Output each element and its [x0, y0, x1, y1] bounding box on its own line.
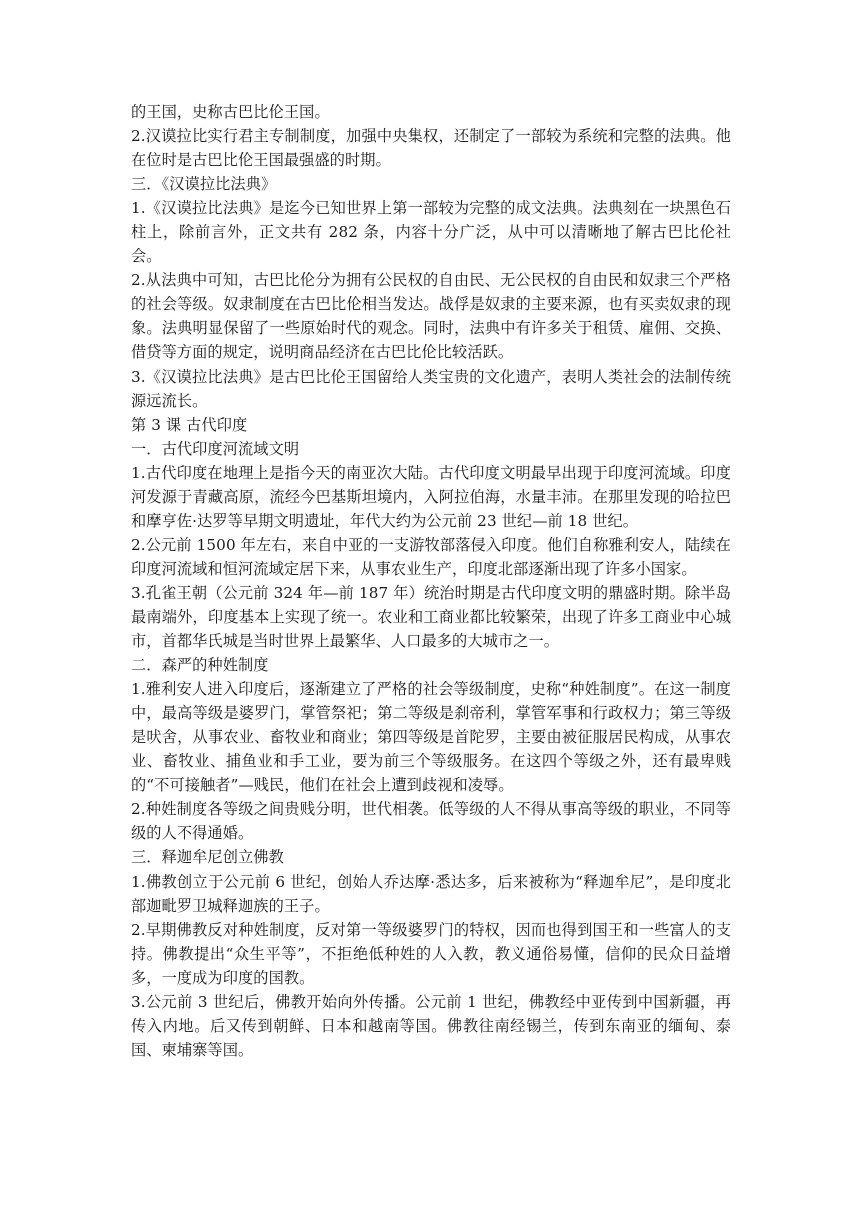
paragraph-caste-2: 2.种姓制度各等级之间贵贱分明，世代相袭。低等级的人不得从事高等级的职业，不同等级的人不得通婚。	[131, 800, 731, 843]
paragraph-intro-continuation: 的王国，史称古巴比伦王国。	[131, 103, 330, 121]
paragraph-indus-2: 2.公元前 1500 年左右，来自中亚的一支游牧部落侵入印度。他们自称雅利安人，陆续在印度河流域和恒河流域定居下来，从事农业生产，印度北部逐渐出现了许多小国家。	[131, 535, 731, 578]
paragraph-buddhism-3: 3.公元前 3 世纪后，佛教开始向外传播。公元前 1 世纪，佛教经中亚传到中国新疆，再传入内地。后又传到朝鲜、日本和越南等国。佛教往南经锡兰，传到东南亚的缅甸、泰国、柬埔寨等国。	[131, 992, 731, 1059]
paragraph-code-2: 2.从法典中可知，古巴比伦分为拥有公民权的自由民、无公民权的自由民和奴隶三个严格的社会等级。奴隶制度在古巴比伦相当发达。战俘是奴隶的主要来源，也有买卖奴隶的现象。法典明显保留了一些原始时代的观念。同时，法典中有许多关于租赁、雇佣、交换、借贷等方面的规定，说明商品经济在古巴比伦比较活跃。	[131, 271, 731, 362]
paragraph-buddhism-2: 2.早期佛教反对种姓制度，反对第一等级婆罗门的特权，因而也得到国王和一些富人的支持。佛教提出“众生平等”，不拒绝低种姓的人入教，教义通俗易懂，信仰的民众日益增多，一度成为印度的国教。	[131, 920, 731, 987]
paragraph-hammurabi-rule: 2.汉谟拉比实行君主专制制度，加强中央集权，还制定了一部较为系统和完整的法典。他在位时是古巴比伦王国最强盛的时期。	[131, 127, 731, 170]
paragraph-indus-1: 1.古代印度在地理上是指今天的南亚次大陆。古代印度文明最早出现于印度河流域。印度河发源于青藏高原，流经今巴基斯坦境内，入阿拉伯海，水量丰沛。在那里发现的哈拉巴和摩亨佐·达罗等早期文明遗址，年代大约为公元前 23 世纪—前 18 世纪。	[131, 463, 731, 530]
section-heading-code: 三．《汉谟拉比法典》	[131, 175, 277, 194]
paragraph-indus-3: 3.孔雀王朝（公元前 324 年—前 187 年）统治时期是古代印度文明的鼎盛时期。除半岛最南端外，印度基本上实现了统一。农业和工商业都比较繁荣，出现了许多工商业中心城市，首都华氏城是当时世界上最繁华、人口最多的大城市之一。	[131, 583, 731, 651]
section-heading-caste: 二．森严的种姓制度	[131, 656, 269, 675]
paragraph-code-3: 3.《汉谟拉比法典》是古巴比伦王国留给人类宝贵的文化遗产，表明人类社会的法制传统源远流长。	[131, 367, 731, 410]
section-heading-indus: 一．古代印度河流域文明	[131, 439, 300, 458]
lesson-title: 第 3 课 古代印度	[131, 415, 248, 434]
document-body	[131, 100, 731, 1062]
paragraph-buddhism-1: 1.佛教创立于公元前 6 世纪，创始人乔达摩·悉达多，后来被称为“释迦牟尼”，是印度北部迦毗罗卫城释迦族的王子。	[131, 872, 731, 915]
section-heading-buddhism: 三．释迦牟尼创立佛教	[131, 848, 284, 867]
paragraph-code-1: 1.《汉谟拉比法典》是迄今已知世界上第一部较为完整的成文法典。法典刻在一块黑色石柱上，除前言外，正文共有 282 条，内容十分广泛，从中可以清晰地了解古巴比伦社会。	[131, 199, 731, 266]
paragraph-caste-1: 1.雅利安人进入印度后，逐渐建立了严格的社会等级制度，史称“种姓制度”。在这一制度中，最高等级是婆罗门，掌管祭祀；第二等级是刹帝利，掌管军事和行政权力；第三等级是吠舍，从事农业、畜牧业和商业；第四等级是首陀罗，主要由被征服居民构成，从事农业、畜牧业、捕鱼业和手工业，要为前三个等级服务。在这四个等级之外，还有最卑贱的“不可接触者”—贱民，他们在社会上遭到歧视和凌辱。	[131, 680, 731, 795]
